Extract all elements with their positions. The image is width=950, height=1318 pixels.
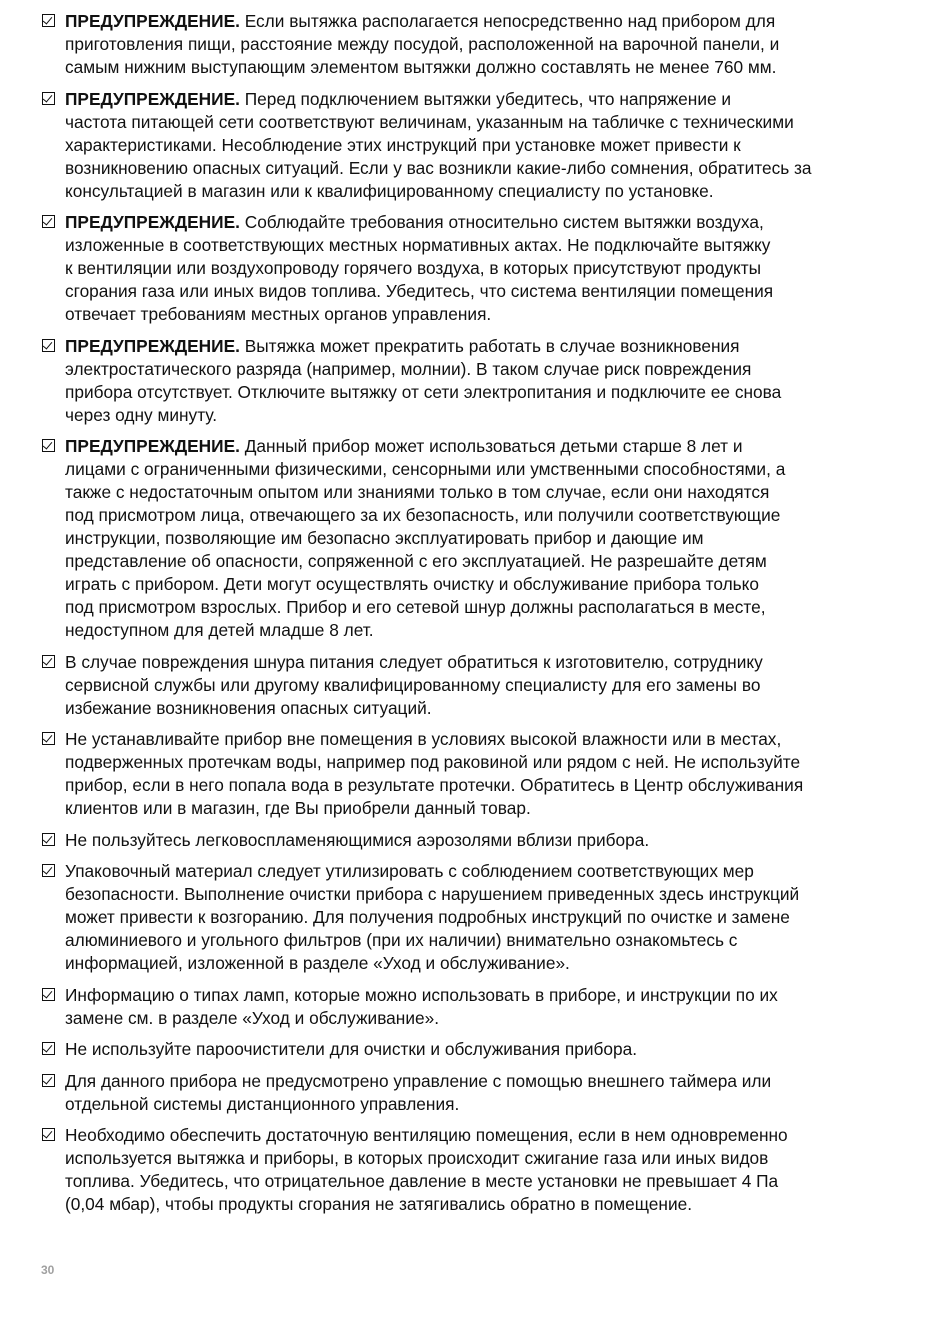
checkbox-checked-icon	[42, 14, 55, 27]
instruction-line	[65, 134, 901, 157]
checkbox-checked-icon	[42, 988, 55, 1001]
instruction-line	[65, 180, 901, 203]
instruction-line	[65, 88, 901, 111]
instruction-item	[41, 1038, 901, 1061]
instruction-text: Не используйте пароочистители для очистки и обслуживания прибора.	[65, 1039, 638, 1059]
instruction-line	[65, 573, 901, 596]
instruction-line	[65, 651, 901, 674]
checkbox-checked-icon	[42, 833, 55, 846]
checkbox-checked-icon	[42, 339, 55, 352]
checkbox-checked-icon	[42, 1042, 55, 1055]
instruction-line	[65, 111, 901, 134]
instruction-line	[65, 1093, 901, 1116]
instruction-text: отвечает требованиям местных органов управления.	[65, 304, 492, 324]
instruction-text: В случае повреждения шнура питания следует обратиться к изготовителю, сотруднику	[65, 651, 763, 672]
checkbox-checked-icon	[42, 732, 55, 745]
instruction-line	[65, 751, 901, 774]
instruction-item	[41, 984, 901, 1030]
instruction-text: избежание возникновения опасных ситуаций.	[65, 697, 432, 718]
instruction-text: может привести к возгоранию. Для получения подробных инструкций по очистке и замене	[65, 907, 790, 927]
checkbox-checked-icon	[42, 215, 55, 228]
instruction-line	[65, 1038, 901, 1061]
instruction-text: алюминиевого и угольного фильтров (при их наличии) внимательно ознакомьтесь с	[65, 930, 738, 950]
instruction-line	[65, 674, 901, 697]
instruction-line	[65, 404, 901, 427]
instruction-text: Не устанавливайте прибор вне помещения в условиях высокой влажности или в местах,	[65, 729, 782, 749]
instruction-text: характеристиками. Несоблюдение этих инструкций при установке может привести к	[65, 134, 741, 155]
checkbox-checked-icon	[42, 439, 55, 452]
instruction-line	[65, 1007, 901, 1030]
instruction-line	[65, 550, 901, 573]
instruction-text: играть с прибором. Дети могут осуществлять очистку и обслуживание прибора только	[65, 574, 760, 594]
instruction-line	[65, 1070, 901, 1093]
warning-label: ПРЕДУПРЕЖДЕНИЕ.	[65, 88, 240, 109]
instruction-item	[41, 88, 901, 203]
instruction-text: недоступном для детей младше 8 лет.	[65, 620, 374, 640]
instruction-line	[65, 335, 901, 358]
instruction-text: под присмотром взрослых. Прибор и его сетевой шнур должны располагаться в месте,	[65, 597, 766, 617]
instruction-text: представление об опасности, сопряженной с его эксплуатацией. Не разрешайте детям	[65, 551, 767, 571]
instruction-line	[65, 728, 901, 751]
instruction-line	[65, 906, 901, 929]
instruction-line	[65, 504, 901, 527]
instruction-text: (0,04 мбар), чтобы продукты сгорания не затягивались обратно в помещение.	[65, 1194, 693, 1214]
instruction-item	[41, 829, 901, 852]
instruction-item	[41, 10, 901, 79]
checkbox-checked-icon	[42, 655, 55, 668]
instruction-line	[65, 774, 901, 797]
instruction-item	[41, 860, 901, 975]
instruction-line	[65, 984, 901, 1007]
instruction-text: Соблюдайте требования относительно систем вытяжки воздуха,	[239, 212, 764, 232]
warning-label: ПРЕДУПРЕЖДЕНИЕ.	[65, 436, 240, 456]
checkbox-checked-icon	[42, 1074, 55, 1087]
instruction-item	[41, 435, 901, 642]
instruction-text: Данный прибор может использоваться детьми старше 8 лет и	[239, 436, 743, 456]
instruction-text: инструкции, позволяющие им безопасно эксплуатировать прибор и дающие им	[65, 528, 704, 548]
instruction-line	[65, 481, 901, 504]
instruction-text: Вытяжка может прекратить работать в случае возникновения	[239, 335, 740, 356]
instruction-text: сервисной службы или другому квалифицированному специалисту для его замены во	[65, 674, 761, 695]
instruction-line	[65, 929, 901, 952]
warning-label: ПРЕДУПРЕЖДЕНИЕ.	[65, 11, 240, 31]
instruction-item	[41, 335, 901, 427]
instruction-text: информацией, изложенной в разделе «Уход и обслуживание».	[65, 953, 570, 973]
instruction-text: консультацией в магазин или к квалифицированному специалисту по установке.	[65, 180, 714, 201]
instruction-text: замене см. в разделе «Уход и обслуживание».	[65, 1007, 440, 1028]
instruction-text: изложенные в соответствующих местных нормативных актах. Не подключайте вытяжку	[65, 235, 771, 255]
instruction-text: самым нижним выступающим элементом вытяжки должно составлять не менее 760 мм.	[65, 57, 777, 77]
instruction-line	[65, 797, 901, 820]
instruction-text: лицами с ограниченными физическими, сенсорными или умственными способностями, а	[65, 459, 786, 479]
instruction-line	[65, 211, 901, 234]
instruction-item	[41, 1124, 901, 1216]
checkbox-checked-icon	[42, 864, 55, 877]
instruction-text: Не пользуйтесь легковоспламеняющимися аэрозолями вблизи прибора.	[65, 829, 650, 850]
page-number: 30	[41, 1263, 55, 1277]
instruction-line	[65, 883, 901, 906]
instruction-text: прибор, если в него попала вода в результате протечки. Обратитесь в Центр обслуживания	[65, 775, 804, 795]
instruction-text: Упаковочный материал следует утилизировать с соблюдением соответствующих мер	[65, 861, 754, 881]
instruction-line	[65, 10, 901, 33]
instruction-line	[65, 596, 901, 619]
checkbox-checked-icon	[42, 1128, 55, 1141]
instruction-text: приготовления пищи, расстояние между посудой, расположенной на варочной панели, и	[65, 34, 780, 54]
instruction-text: частота питающей сети соответствуют величинам, указанным на табличке с техническими	[65, 111, 794, 132]
warning-label: ПРЕДУПРЕЖДЕНИЕ.	[65, 212, 240, 232]
instruction-text: Если вытяжка располагается непосредственно над прибором для	[239, 11, 776, 31]
instruction-line	[65, 157, 901, 180]
instruction-text: Необходимо обеспечить достаточную вентиляцию помещения, если в нем одновременно	[65, 1125, 788, 1145]
instruction-line	[65, 458, 901, 481]
instruction-line	[65, 257, 901, 280]
instruction-line	[65, 697, 901, 720]
instruction-line	[65, 435, 901, 458]
instruction-line	[65, 527, 901, 550]
checkbox-checked-icon	[42, 92, 55, 105]
instruction-text: Для данного прибора не предусмотрено управление с помощью внешнего таймера или	[65, 1070, 772, 1091]
warning-label: ПРЕДУПРЕЖДЕНИЕ.	[65, 335, 240, 356]
instruction-text: безопасности. Выполнение очистки прибора с нарушением приведенных здесь инструкций	[65, 884, 800, 904]
instruction-text: Перед подключением вытяжки убедитесь, что напряжение и	[239, 88, 732, 109]
instruction-item	[41, 1070, 901, 1116]
instruction-text: подверженных протечкам воды, например под раковиной или рядом с ней. Не используйте	[65, 752, 801, 772]
instruction-text: сгорания газа или иных видов топлива. Убедитесь, что система вентиляции помещения	[65, 281, 774, 301]
safety-instructions-list	[41, 10, 901, 1225]
instruction-line	[65, 829, 901, 852]
instruction-line	[65, 619, 901, 642]
instruction-text: к вентиляции или воздухопроводу горячего воздуха, в которых присутствуют продукты	[65, 258, 762, 278]
instruction-text: прибора отсутствует. Отключите вытяжку от сети электропитания и подключите ее снова	[65, 381, 782, 402]
instruction-text: через одну минуту.	[65, 404, 218, 425]
instruction-text: под присмотром лица, отвечающего за их безопасность, или получили соответствующие	[65, 505, 781, 525]
instruction-item	[41, 211, 901, 326]
instruction-text: отдельной системы дистанционного управления.	[65, 1093, 460, 1114]
instruction-text: клиентов или в магазин, где Вы приобрели данный товар.	[65, 798, 531, 818]
instruction-line	[65, 860, 901, 883]
instruction-line	[65, 56, 901, 79]
instruction-item	[41, 728, 901, 820]
instruction-line	[65, 1124, 901, 1147]
instruction-text: также с недостаточным опытом или знаниями только в том случае, если они находятся	[65, 482, 770, 502]
instruction-text: электростатического разряда (например, молнии). В таком случае риск повреждения	[65, 358, 752, 379]
instruction-text: используется вытяжка и приборы, в которых происходит сжигание газа или иных видов	[65, 1148, 769, 1168]
instruction-line	[65, 33, 901, 56]
instruction-line	[65, 1147, 901, 1170]
instruction-line	[65, 358, 901, 381]
instruction-item	[41, 651, 901, 720]
instruction-line	[65, 952, 901, 975]
instruction-line	[65, 1193, 901, 1216]
instruction-line	[65, 303, 901, 326]
instruction-line	[65, 234, 901, 257]
instruction-line	[65, 381, 901, 404]
instruction-text: возникновению опасных ситуаций. Если у вас возникли какие-либо сомнения, обратитесь за	[65, 157, 812, 178]
instruction-line	[65, 1170, 901, 1193]
instruction-text: Информацию о типах ламп, которые можно использовать в приборе, и инструкции по их	[65, 984, 778, 1005]
instruction-text: топлива. Убедитесь, что отрицательное давление в месте установки не превышает 4 Па	[65, 1171, 779, 1191]
instruction-line	[65, 280, 901, 303]
